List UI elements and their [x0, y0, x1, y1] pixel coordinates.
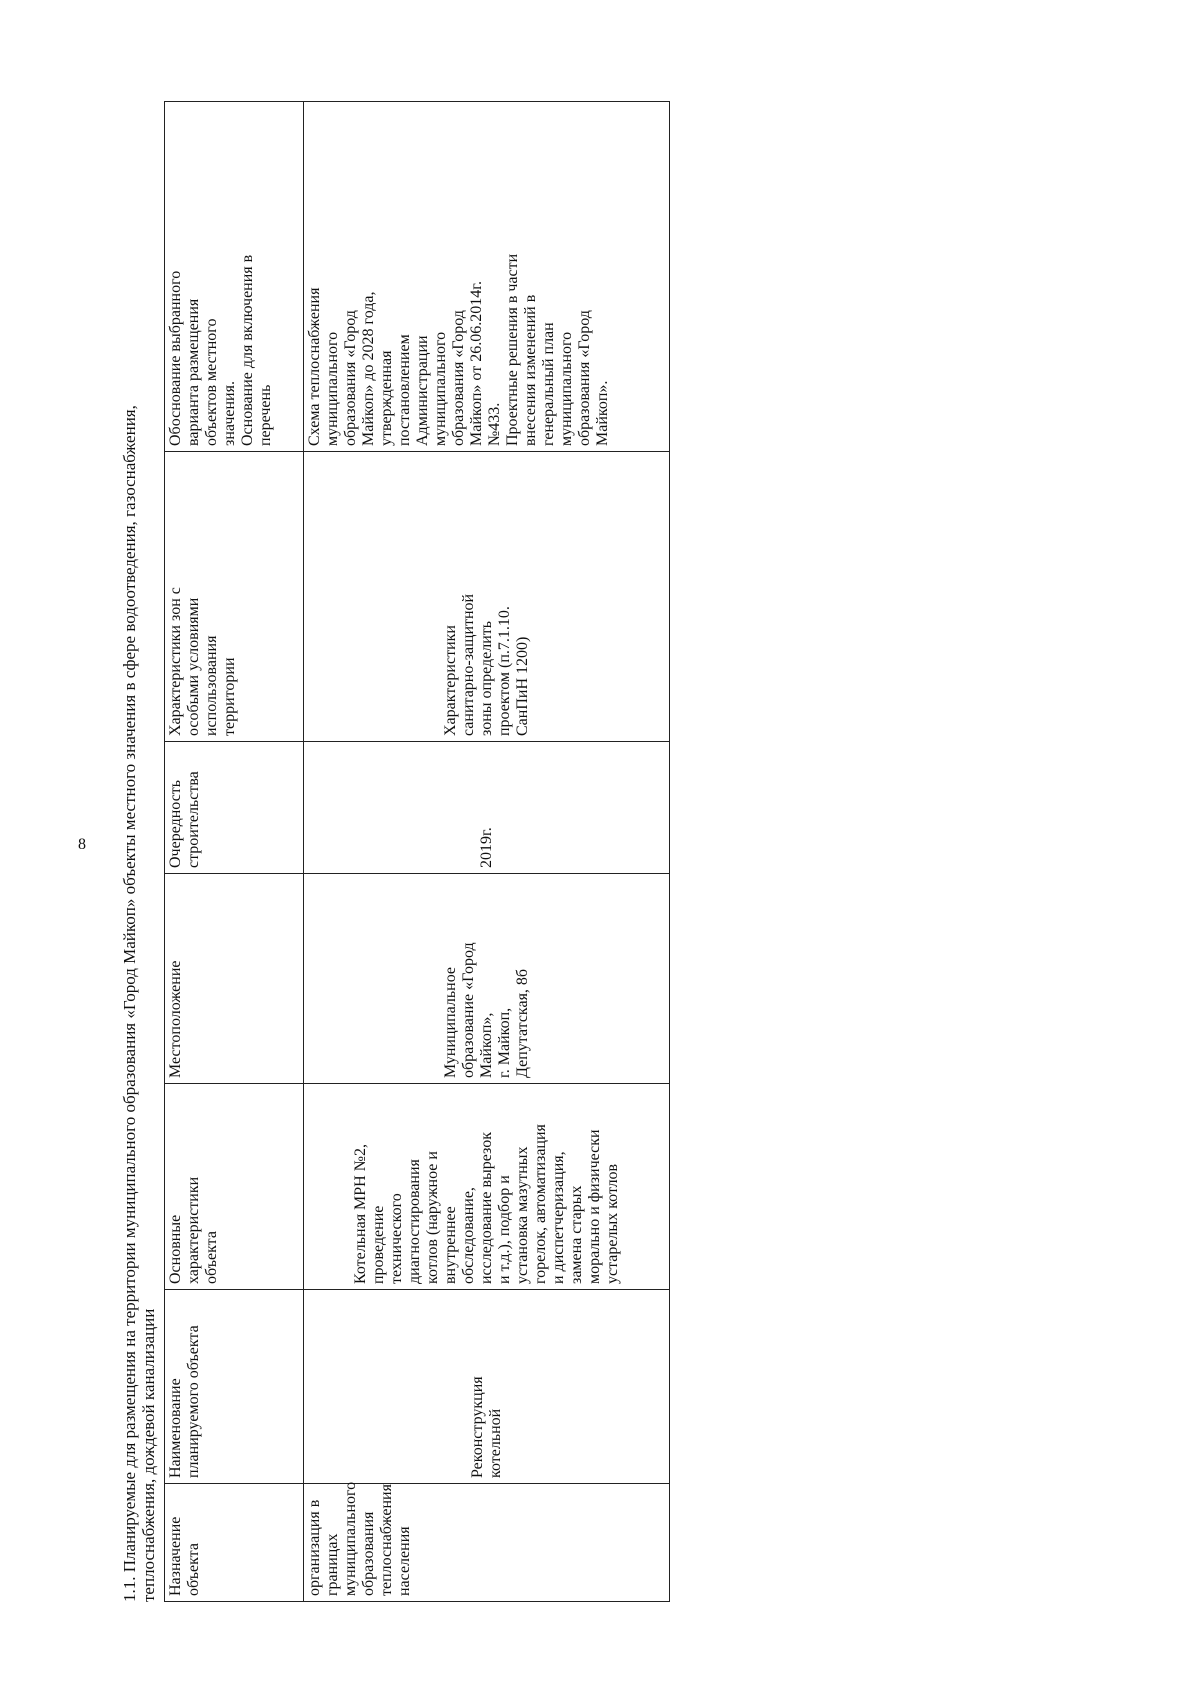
table-header-row: [165, 102, 304, 1602]
cell-line: обследование,: [459, 1187, 477, 1284]
cell-line: утвержденная: [378, 350, 395, 446]
cell-line: котельной: [486, 1408, 504, 1478]
cell-line: значения.: [221, 381, 238, 446]
cell-line: варианта размещения: [185, 298, 202, 446]
cell-line: технического: [387, 1193, 405, 1284]
cell-line: постановлением: [396, 334, 413, 446]
cell-line: Схема теплоснабжения: [306, 287, 323, 446]
table-cell: [304, 1290, 670, 1484]
cell-line: диагностирования: [405, 1159, 423, 1284]
cell-line: планируемого объекта: [185, 1325, 202, 1478]
cell-line: территории: [221, 657, 238, 736]
cell-line: образования «Город: [342, 310, 359, 446]
cell-line: Характеристики: [441, 625, 459, 736]
cell-line: зоны определить: [477, 620, 495, 736]
cell-line: и диспетчеризация,: [549, 1151, 567, 1284]
cell-line: Майкоп».: [594, 380, 611, 446]
cell-line: №433.: [486, 402, 503, 446]
cell-line: замена старых: [567, 1185, 585, 1284]
cell-line: Основание для включения в: [239, 254, 256, 446]
cell-line: муниципального: [558, 331, 575, 446]
cell-line: муниципального: [324, 331, 341, 446]
cell-line: объекта: [203, 1231, 220, 1284]
cell-line: 2019г.: [477, 827, 495, 868]
table-caption: [120, 102, 158, 1602]
cell-line: и т.д.), подбор и: [495, 1175, 513, 1284]
header-cell: [165, 742, 304, 874]
cell-line: г. Майкоп,: [495, 1007, 513, 1078]
header-cell: [165, 874, 304, 1084]
cell-line: Депутатская, 8б: [513, 968, 531, 1078]
cell-line: населения: [396, 1526, 413, 1596]
cell-line: Майкоп»,: [477, 1012, 495, 1078]
cell-line: внесения изменений в: [522, 294, 539, 446]
cell-line: Муниципальное: [441, 966, 459, 1078]
cell-line: Наименование: [167, 1378, 184, 1478]
rotated-sheet: [120, 102, 672, 1602]
header-cell: [165, 1290, 304, 1484]
cell-line: использования: [203, 635, 220, 736]
cell-line: образования «Город: [576, 310, 593, 446]
cell-line: Обоснование выбранного: [167, 270, 184, 446]
cell-line: объекта: [185, 1543, 202, 1596]
table-cell: [304, 102, 670, 452]
cell-line: внутреннее: [441, 1206, 459, 1284]
header-cell: [165, 452, 304, 742]
cell-line: строительства: [185, 771, 202, 868]
cell-line: муниципального: [432, 331, 449, 446]
cell-line: Назначение: [167, 1516, 184, 1596]
table-cell: [304, 1084, 670, 1290]
cell-line: горелок, автоматизация: [531, 1124, 549, 1284]
cell-line: Проектные решения в части: [504, 253, 521, 446]
page-number: 8: [78, 836, 86, 853]
table-cell: [304, 1481, 670, 1602]
cell-line: особыми условиями: [185, 597, 202, 736]
cell-line: муниципального: [342, 1481, 359, 1596]
cell-line: Очередность: [167, 779, 184, 868]
cell-line: Майкоп» до 2028 года,: [360, 291, 377, 446]
cell-line: устарелых котлов: [603, 1163, 621, 1284]
cell-line: границах: [324, 1533, 341, 1596]
table-cell: [304, 874, 670, 1084]
cell-line: организация в: [306, 1499, 323, 1596]
cell-line: Котельная МРН №2,: [351, 1143, 369, 1284]
header-cell: [165, 102, 304, 452]
header-cell: [165, 1484, 304, 1602]
cell-line: установка мазутных: [513, 1146, 531, 1284]
cell-line: перечень: [257, 384, 274, 446]
objects-table: [164, 101, 670, 1602]
cell-line: Основные: [167, 1214, 184, 1284]
table-row: [304, 102, 670, 1602]
caption-line: теплоснабжения, дождевой канализации: [139, 1308, 158, 1602]
cell-line: СанПиН 1200): [513, 636, 531, 736]
cell-line: образования «Город: [450, 310, 467, 446]
table-cell: [304, 742, 670, 874]
caption-line: 1.1. Планируемые для размещения на территории муниципального образования «Город Майкоп» объекты местного значения в сфере водоотведения, газоснабжения,: [120, 405, 139, 1602]
cell-line: Местоположение: [167, 960, 184, 1078]
cell-line: образования: [360, 1511, 377, 1596]
cell-line: исследование вырезок: [477, 1131, 495, 1284]
cell-line: морально и физически: [585, 1129, 603, 1284]
cell-line: котлов (наружное и: [423, 1151, 441, 1284]
cell-line: Характеристики зон с: [167, 587, 184, 736]
cell-line: проведение: [369, 1205, 387, 1284]
cell-line: образование «Город: [459, 942, 477, 1078]
cell-line: Реконструкция: [468, 1376, 486, 1478]
table-cell: [304, 452, 670, 742]
cell-line: санитарно-защитной: [459, 593, 477, 736]
cell-line: генеральный план: [540, 322, 557, 446]
cell-line: теплоснабжения: [378, 1484, 395, 1596]
cell-line: объектов местного: [203, 318, 220, 446]
cell-line: характеристики: [185, 1176, 202, 1284]
header-cell: [165, 1084, 304, 1290]
cell-line: Майкоп» от 26.06.2014г.: [468, 281, 485, 446]
cell-line: проектом (п.7.1.10.: [495, 606, 513, 736]
cell-line: Администрации: [414, 335, 431, 446]
